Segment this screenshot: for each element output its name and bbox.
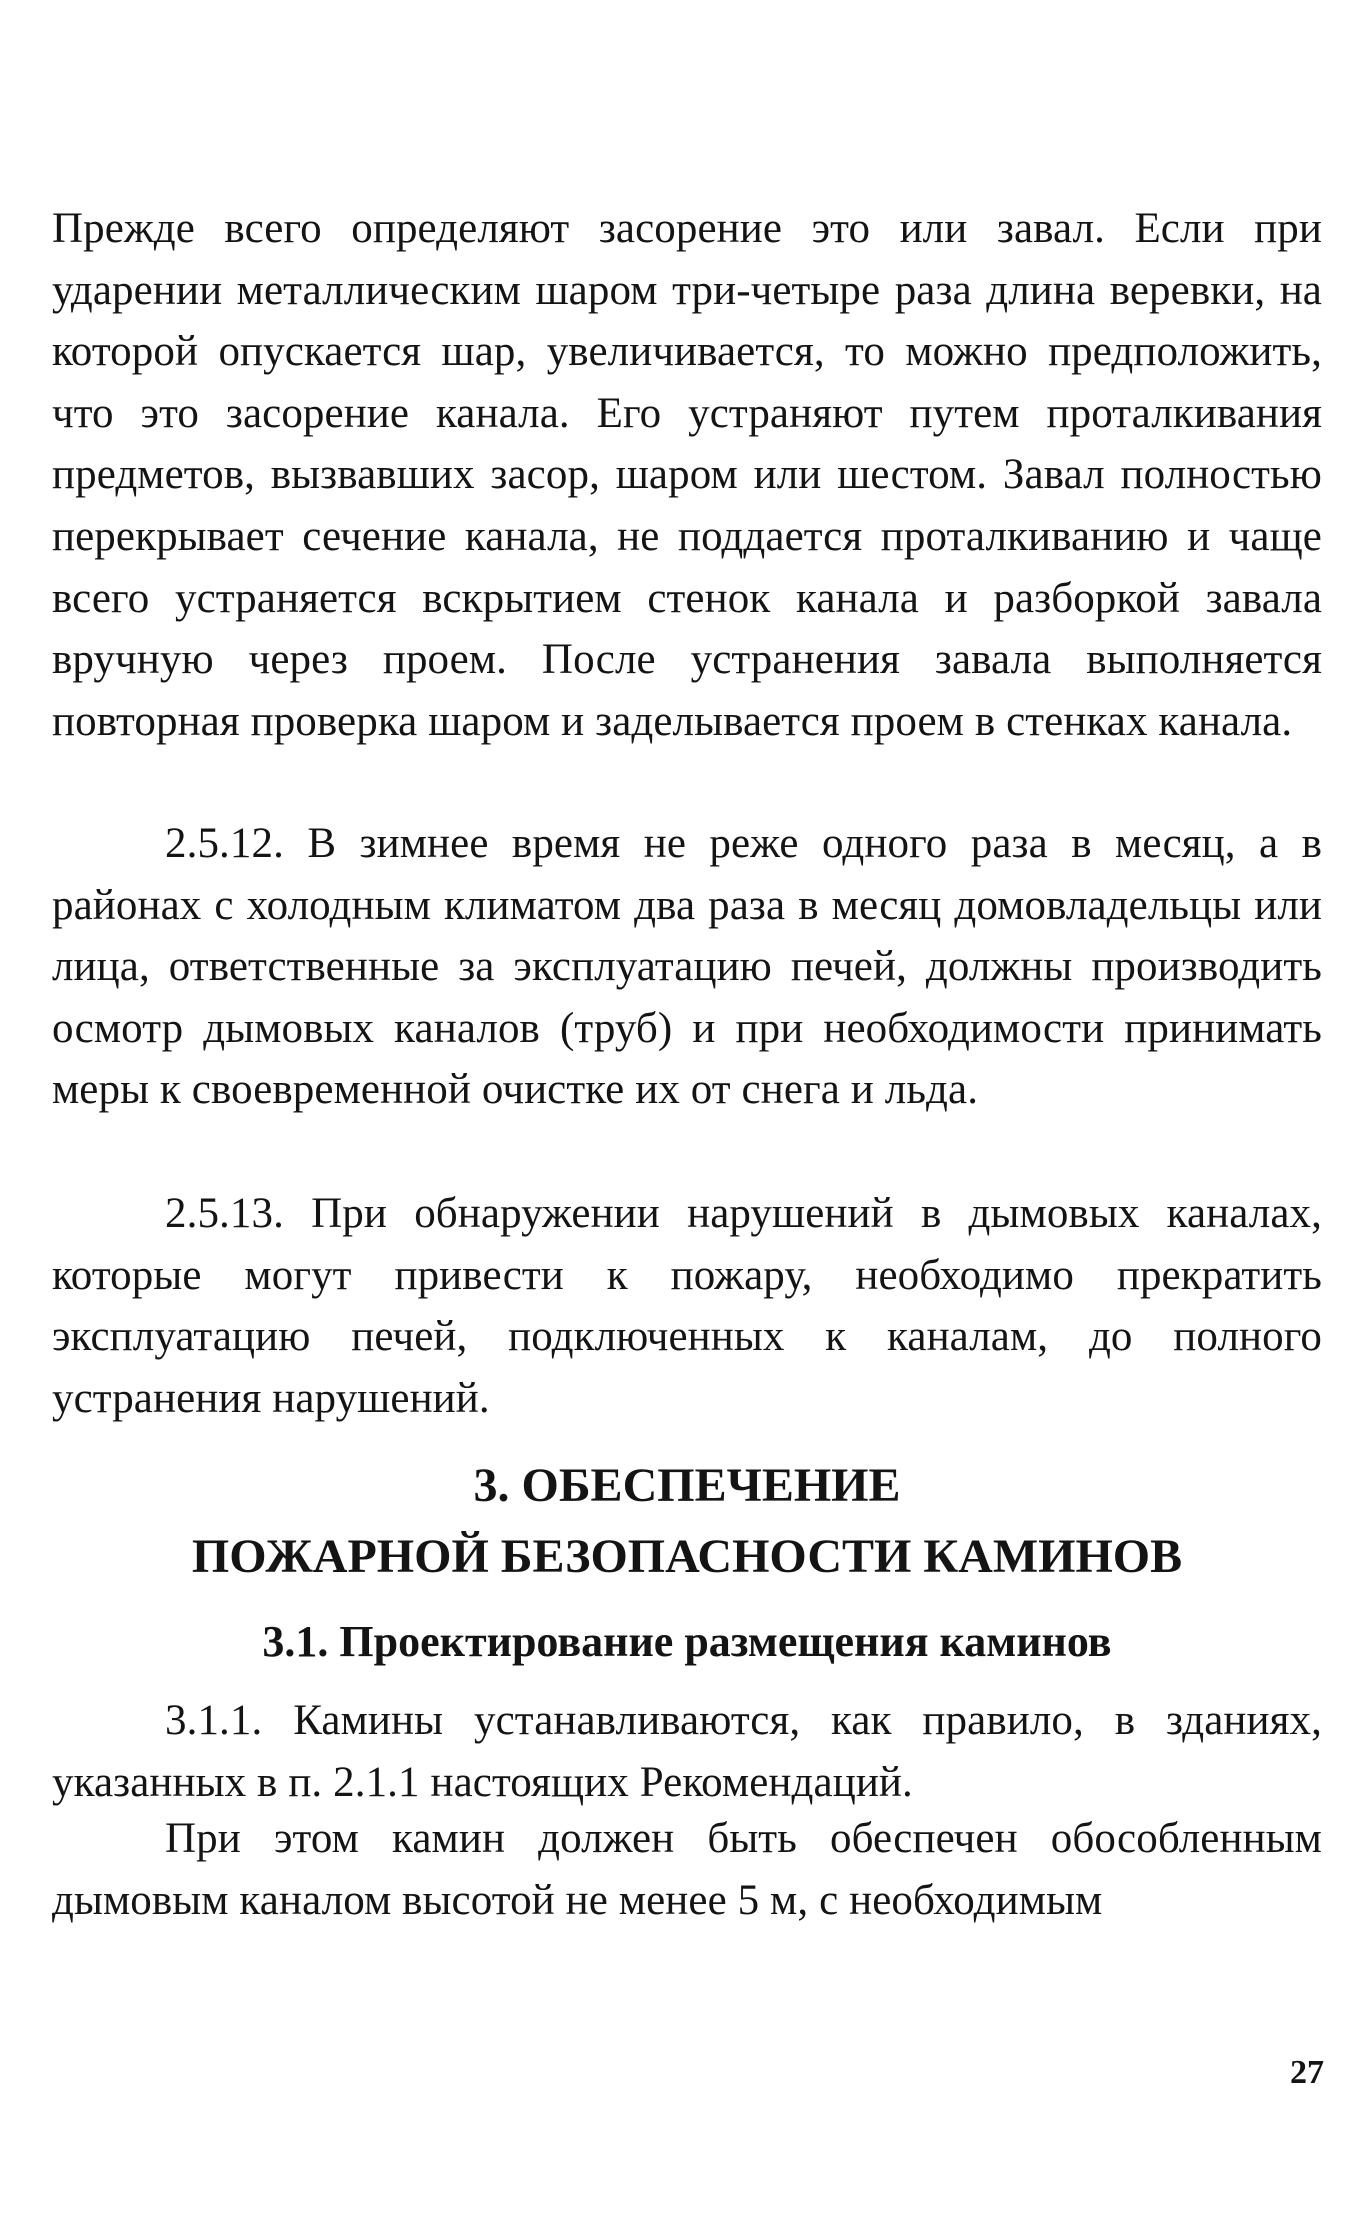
paragraph-fireplace-chimney: При этом камин должен быть обеспечен обособленным дымовым каналом высотой не менее 5 м, с необходимым	[52, 1815, 1322, 1924]
paragraph-3-1-1: 3.1.1. Камины устанавливаются, как правило, в зданиях, указанных в п. 2.1.1 настоящих Рекомендаций.	[52, 1697, 1322, 1806]
section-heading-line-2: ПОЖАРНОЙ БЕЗОПАСНОСТИ КАМИНОВ	[191, 1530, 1183, 1583]
paragraph-blockage-check: Прежде всего определяют засорение это или завал. Если при ударении металлическим шаром три-четыре раза длина веревки, на которой опускается шар, увеличивается, то можно предположить, что это засорение канала. Его устраняют путем проталкивания предметов, вызвавших засор, шаром или шестом. Завал полностью перекрывает сечение канала, не поддается проталкиванию и чаще всего устраняется вскрытием стенок канала и разборкой завала вручную через проем. После устранения завала выполняется повторная проверка шаром и заделывается проем в стенках канала.	[52, 205, 1322, 745]
page-number: 27	[1290, 2054, 1324, 2091]
section-heading-line-1: 3. ОБЕСПЕЧЕНИЕ	[473, 1459, 901, 1512]
subsection-heading: 3.1. Проектирование размещения каминов	[262, 1617, 1112, 1666]
paragraph-2-5-12: 2.5.12. В зимнее время не реже одного раза в месяц, а в районах с холодным климатом два раза в месяц домовладельцы или лица, ответственные за эксплуатацию печей, должны производить осмотр дымовых каналов (труб) и при необходимости принимать меры к своевременной очистке их от снега и льда.	[52, 820, 1322, 1114]
paragraph-2-5-13: 2.5.13. При обнаружении нарушений в дымовых каналах, которые могут привести к пожару, необходимо прекратить эксплуатацию печей, подключенных к каналам, до полного устранения нарушений.	[52, 1190, 1322, 1422]
